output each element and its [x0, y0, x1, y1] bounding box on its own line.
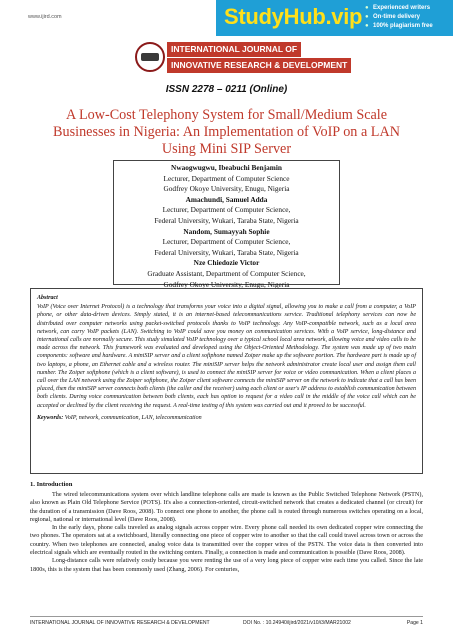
author-box: [113, 160, 340, 289]
promo-list: [365, 4, 447, 31]
paragraph: Long-distance calls were relatively costly because you were renting the use of a very long piece of copper wire each time you called. Since the late 1800s, this is the system that has been commonly used (Zhang, 2006). For centuries,: [30, 557, 423, 573]
author-name: Amachundi, Samuel Adda: [185, 194, 268, 204]
paper-title: A Low-Cost Telephony System for Small/Medium Scale Businesses in Nigeria: An Implementation of VoIP on a LAN Using Mini SIP Server: [53, 107, 400, 157]
promo-item: [365, 22, 447, 31]
author-affiliation: Graduate Assistant, Department of Computer Science,: [147, 268, 306, 278]
author-affiliation: Federal University, Wukari, Taraba State, Nigeria: [154, 215, 299, 225]
journal-logo: [135, 40, 348, 74]
logo-line-1: INTERNATIONAL JOURNAL OF: [167, 42, 301, 57]
footer-page: Page 1: [406, 620, 423, 626]
author-affiliation: Lecturer, Department of Computer Science,: [162, 237, 291, 247]
logo-line-2: INNOVATIVE RESEARCH & DEVELOPMENT: [167, 58, 351, 73]
author-affiliation: Federal University, Wukari, Taraba State, Nigeria: [154, 247, 299, 257]
footer-journal: INTERNATIONAL JOURNAL OF INNOVATIVE RESEARCH & DEVELOPMENT: [30, 620, 210, 626]
footer-doi: DOI No. : 10.24940/ijird/2021/v10/i3/MAR21002: [243, 620, 351, 626]
keywords: [37, 414, 416, 422]
author-name: Nandom, Sumayyah Sophie: [183, 226, 270, 236]
body-text: [30, 491, 423, 574]
keywords-label: Keywords:: [37, 414, 64, 421]
page-footer: [30, 616, 423, 626]
promo-item-label: On-time delivery: [373, 14, 421, 20]
abstract-box: [30, 288, 423, 474]
section-title: 1. Introduction: [30, 481, 73, 488]
author-affiliation: Godfrey Okoye University, Enugu, Nigeria: [163, 184, 290, 194]
paragraph: In the early days, phone calls traveled as analog signals across copper wire. Every phone call needed its own dedicated copper wire connecting the two phones. The operators sat at a switchboard, literally connecting one piece of copper wire to another so that the call could travel across town or across the country. When two telephones are connected, analog voice data is transmitted over the copper wires of the PSTN. The voice data is then converted into electrical signals which are eventually routed in the switching centers. Finally, a connection is made and communication is possible (Dave Roos, 2008).: [30, 524, 423, 557]
author-affiliation: Lecturer, Department of Computer Science: [163, 173, 290, 183]
journal-emblem-icon: [135, 42, 165, 72]
abstract-heading: Abstract: [37, 295, 58, 301]
promo-brand: StudyHub.vip: [224, 4, 363, 29]
author-name: Nwaogwugwu, Ibeabuchi Benjamin: [171, 163, 282, 172]
check-icon: ●: [365, 14, 369, 20]
promo-item-label: Experienced writers: [373, 5, 431, 11]
promo-item: [365, 4, 447, 13]
promo-item: [365, 13, 447, 22]
keywords-list: VoIP, network, communication, LAN, telecommunication: [64, 414, 202, 421]
check-icon: ●: [365, 23, 369, 29]
author-affiliation: Lecturer, Department of Computer Science,: [162, 205, 291, 215]
author-name: Nze Chiedozie Victor: [193, 258, 260, 268]
promo-banner[interactable]: [216, 0, 453, 36]
issn: ISSN 2278 – 0211 (Online): [165, 84, 288, 95]
abstract-text: VoIP (Voice over Internet Protocol) is a technology that transforms your voice into a digital signal, allowing you to make a call from a computer, a VoIP phone, or other data-driven devices. Simply stated, it is an internet-based telecommunications service. Traditional telephony services can now be distributed over computer networks using packet-switched protocols thanks to VoIP technology. Any VoIP-compatible network, such as a local area network, can carry VoIP packets (LAN). Switching to VoIP could save you money on communication services. With a VoIP service, long-distance and international calls are normally secure. This study simulated VoIP technology over a typical school local area network, allowing voice and video calls to be made across the network. This framework was evaluated and developed using the Object-Oriented Methodology. The system was made up of two main components: software and hardware. A miniSIP server and a client softphone named Zoiper make up the software portion. The hardware part is made up of two laptops, a phone, an Ethernet cable and a wireless router. The miniSIP server helps the network administrator create local user and assign them call number. The Zoiper softphone (which is a client software), is used to connect the miniSIP server for voice or video communication. When a client places a call over the LAN network using the Zoiper softphone, the Zoiper client software connects the miniSIP server on the network to indicate that a call has been placed, then the miniSIP server connects both clients (the caller and the receiver) using each client or user's IP address to establish communication between both clients. During voice communication between both clients, each has option to request for a video call in the middle of the voice call which can be accepted or declined by the client receiving the request. A real-time testing of this system was carried out and it proved to be successful.: [37, 304, 416, 409]
check-icon: ●: [365, 5, 369, 11]
paragraph: The wired telecommunications system over which landline telephone calls are made is known as the Public Switched Telephone Network (PSTN), also known as Plain Old Telephone Service (POTS). It's also a connection-oriented, circuit-switched network that creates a dedicated channel (or circuit) for the duration of a transmission (Dave Roos, 2008). To connect one phone to another, the phone call is routed through numerous switches operating on a local, regional, national or international level (Dave Roos, 2008).: [30, 491, 423, 523]
author-affiliation: Godfrey Okoye University, Enugu, Nigeria: [163, 279, 290, 289]
site-url[interactable]: www.ijird.com: [28, 14, 62, 20]
promo-item-label: 100% plagiarism free: [373, 23, 433, 29]
